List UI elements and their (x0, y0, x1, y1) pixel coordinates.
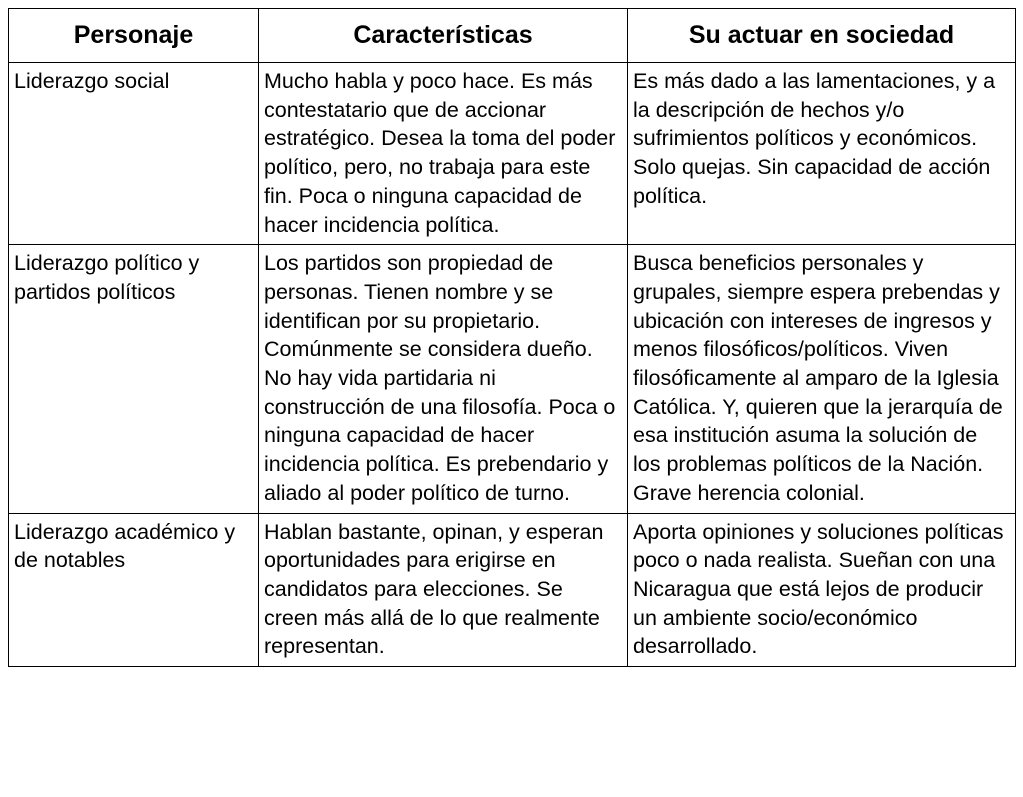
table-header (9, 9, 1016, 63)
cell-personaje: Liderazgo político y partidos políticos (9, 245, 259, 513)
cell-actuar: Aporta opiniones y soluciones políticas poco o nada realista. Sueñan con una Nicaragua que está lejos de producir un ambiente socio/económico desarrollado. (628, 513, 1016, 667)
table-row (9, 245, 1016, 513)
cell-caracteristicas: Hablan bastante, opinan, y esperan oportunidades para erigirse en candidatos para elecciones. Se creen más allá de lo que realmente representan. (259, 513, 628, 667)
table-body (9, 63, 1016, 667)
header-personaje: Personaje (9, 9, 259, 63)
cell-actuar: Busca beneficios personales y grupales, siempre espera prebendas y ubicación con intereses de ingresos y menos filosóficos/políticos. Viven filosóficamente al amparo de la Iglesia Católica. Y, quieren que la jerarquía de esa institución asuma la solución de los problemas políticos de la Nación. Grave herencia colonial. (628, 245, 1016, 513)
header-actuar: Su actuar en sociedad (628, 9, 1016, 63)
cell-caracteristicas: Mucho habla y poco hace. Es más contestatario que de accionar estratégico. Desea la toma del poder político, pero, no trabaja para este fin. Poca o ninguna capacidad de hacer incidencia política. (259, 63, 628, 245)
header-caracteristicas: Características (259, 9, 628, 63)
leadership-table (8, 8, 1016, 667)
header-row (9, 9, 1016, 63)
cell-personaje: Liderazgo académico y de notables (9, 513, 259, 667)
cell-caracteristicas: Los partidos son propiedad de personas. Tienen nombre y se identifican por su propietario. Comúnmente se considera dueño. No hay vida partidaria ni construcción de una filosofía. Poca o ninguna capacidad de hacer incidencia política. Es prebendario y aliado al poder político de turno. (259, 245, 628, 513)
cell-actuar: Es más dado a las lamentaciones, y a la descripción de hechos y/o sufrimientos políticos y económicos. Solo quejas. Sin capacidad de acción política. (628, 63, 1016, 245)
table-row (9, 513, 1016, 667)
table-row (9, 63, 1016, 245)
cell-personaje: Liderazgo social (9, 63, 259, 245)
